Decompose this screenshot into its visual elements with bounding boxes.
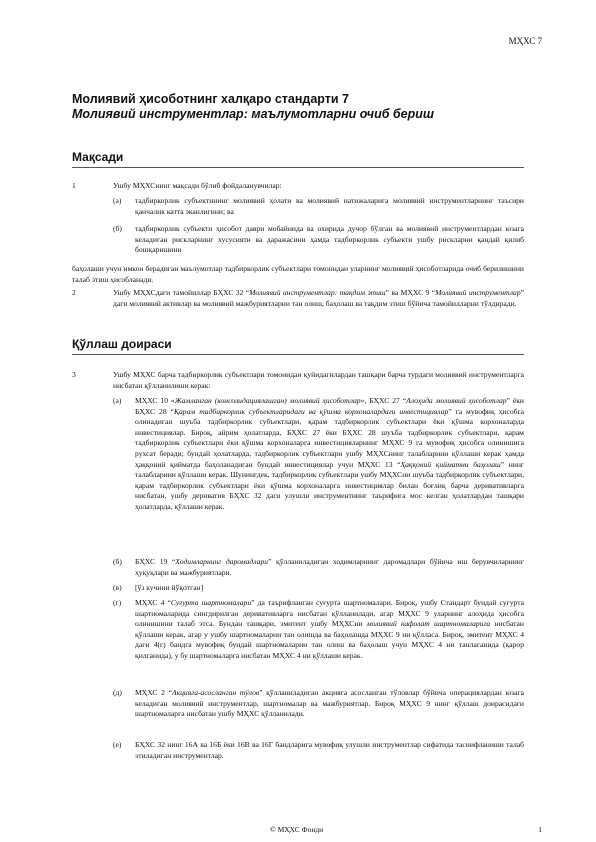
title-subtitle: Молиявий инструментлар: маълумотларни очиб бериш [72,107,435,121]
subparagraph-text: МҲХС 2 “Акцияга-асосланган тўлов” қўлланиладиган акцияга асосланган тўловлар бўйича операциялардан юзага келадиган молиявий инструментлар, шартномалар ва мажбуриятлар. Бироқ МҲХС 9 нинг қўллаш доирасидаги шартномаларга нисбатан ушбу МҲХС қўлланилади. [135,688,525,719]
subparagraph-text: МҲХС 10 «Жамланган (консолидациялашган) молиявий ҳисоботлар», БҲХС 27 “Алоҳида молиявий ҳисоботлар” ёки БҲХС 28 “Қарам тадбиркорлик субъектларидаги ва қўшма корхоналардаги инвестициялар” га мувофиқ ҳисобга олинадиган шуъба тадбиркорлик субъектлари, қарам тадбиркорлик субъектлари ёки қўшма корхоналарда инвестициялар. Бироқ, айрим ҳолатларда, БҲХС 27 ёки БҲХС 28 шуъба тадбиркорлик субъектлари, қарам тадбиркорлик субъектлари ёки қўшма корхоналарга инвестицияларнинг МҲХС 9 га мувофиқ ҳисобга олинишига рухсат беради; бундай ҳолатларда, тадбиркорлик субъектлари ушбу МҲХСнинг талабларини қўллаши керак ҳамда ҳаққоний қийматда баҳоланадиган бундай инвестициялар учун МҲХС 13 “Ҳаққоний қийматни баҳолаш” нинг талабларини қўллаши керак. Шунингдек, тадбиркорлик субъектлари ушбу МҲХСни шуъба тадбиркорлик субъектлари, қарам тадбиркорлик субъектлари ёки қўшма корхоналарга инвестициялар билан боғлиқ барча деривативларга нисбатан, ушбу дериватив БҲХС 32 даги улушли инструментнинг таърифига мос келган ҳолатлардан ташқари ҳолатларда, қўллаши керак. [135,396,525,511]
subparagraph-letter: (д) [113,688,122,697]
paragraph-number: 2 [72,288,76,297]
subparagraph-letter: (в) [113,583,122,592]
copyright-notice: © МҲХС Фонди [270,825,324,834]
subparagraph-letter: (е) [113,740,122,749]
subparagraph-text: МҲХС 4 “Суғурта шартномалари” да таърифланган суғурта шартномалари. Бироқ, ушбу Стандарт бундай суғурта шартномаларида сингдирилган деривативларга нисбатан қўлланилади, агар МҲХС 9 уларнинг алоҳида ҳисобга олинишини талаб этса. Бундан ташқари, эмитент ушбу МҲХСни молиявий кафолат шартномаларига нисбатан қўллаши керак, агар у ушбу шартномаларни тан олишда ва баҳолашда МҲХС 9 ни қўлласа. Бироқ, эмитент МҲХС 4 даги 4(г) бандга мувофиқ бундай шартномаларни тан олиш ва баҳолаш учун МҲХС 4 ни танлаганида (қарор қилганида), у бу шартномаларга нисбатан МҲХС 4 ни қўллаши керак. [135,598,525,660]
paragraph-number: 1 [72,181,76,190]
paragraph-text: Ушбу МҲХСдаги тамойиллар БҲХС 32 “Молиявий инструментлар: тақдим этиш” ва МҲХС 9 “Молиявий инструментлар” даги молиявий активлар ва молиявий мажбуриятларни тан олиш, баҳолаш ва тақдим этиш бўйича тамойилларни тўлдиради. [113,288,525,308]
paragraph-closing: баҳолаши учун имкон берадиган маълумотлар тадбиркорлик субъектлари томонидан уларнинг молиявий ҳисоботларида очиб берилишини талаб этиш ҳисобланади. [72,264,524,284]
subparagraph-text: БҲХС 32 нинг 16А ва 16Б ёки 16В ва 16Г бандларига мувофиқ улушли инструментлар сифатида таснифланиши талаб этиладиган инструментлар. [135,740,524,760]
title-main: Молиявий ҳисоботнинг халқаро стандарти 7 [72,92,349,106]
subparagraph-letter: (а) [113,196,122,205]
document-title [72,92,532,122]
section-heading-scope: Қўллаш доираси [72,337,524,355]
paragraph-text: Ушбу МҲХСнинг мақсади бўлиб фойдаланувчилар: [113,181,282,190]
subparagraph-letter: (б) [113,557,122,566]
subparagraph-letter: (б) [113,224,122,233]
paragraph-text: Ушбу МҲХС барча тадбиркорлик субъектлари томонидан қуйидагилардан ташқари барча турдаги молиявий инструментларга нисбатан қўлланилиши керак: [113,370,524,390]
subparagraph-text: [ўз кучини йўқотган] [135,583,204,592]
subparagraph-text: тадбиркорлик субъектининг молиявий ҳолати ва молиявий натижаларига молиявий инструментларнинг таъсири қанчалик катта эканлигини; ва [135,196,524,216]
subparagraph-letter: (г) [113,598,122,607]
paragraph-number: 3 [72,370,76,379]
subparagraph-letter: (а) [113,396,122,405]
subparagraph-text: БҲХС 19 “Ходимларнинг даромадлари” қўлланиладиган ходимларнинг даромадлари бўйича иш берувчиларнинг ҳуқуқлари ва мажбуриятлари. [135,557,524,577]
subparagraph-text: тадбиркорлик субъекти ҳисобот даври мобайнида ва охирида дучор бўлган ва молиявий инструментлардан юзага келадиган рискларнинг хусусияти ва даражасини ҳамда тадбиркорлик субъекти ушбу рискларни қандай қилиб бошқаришини [135,224,524,255]
running-header: МҲХС 7 [508,36,542,46]
section-heading-objective: Мақсади [72,150,524,168]
page-number: 1 [538,825,542,834]
